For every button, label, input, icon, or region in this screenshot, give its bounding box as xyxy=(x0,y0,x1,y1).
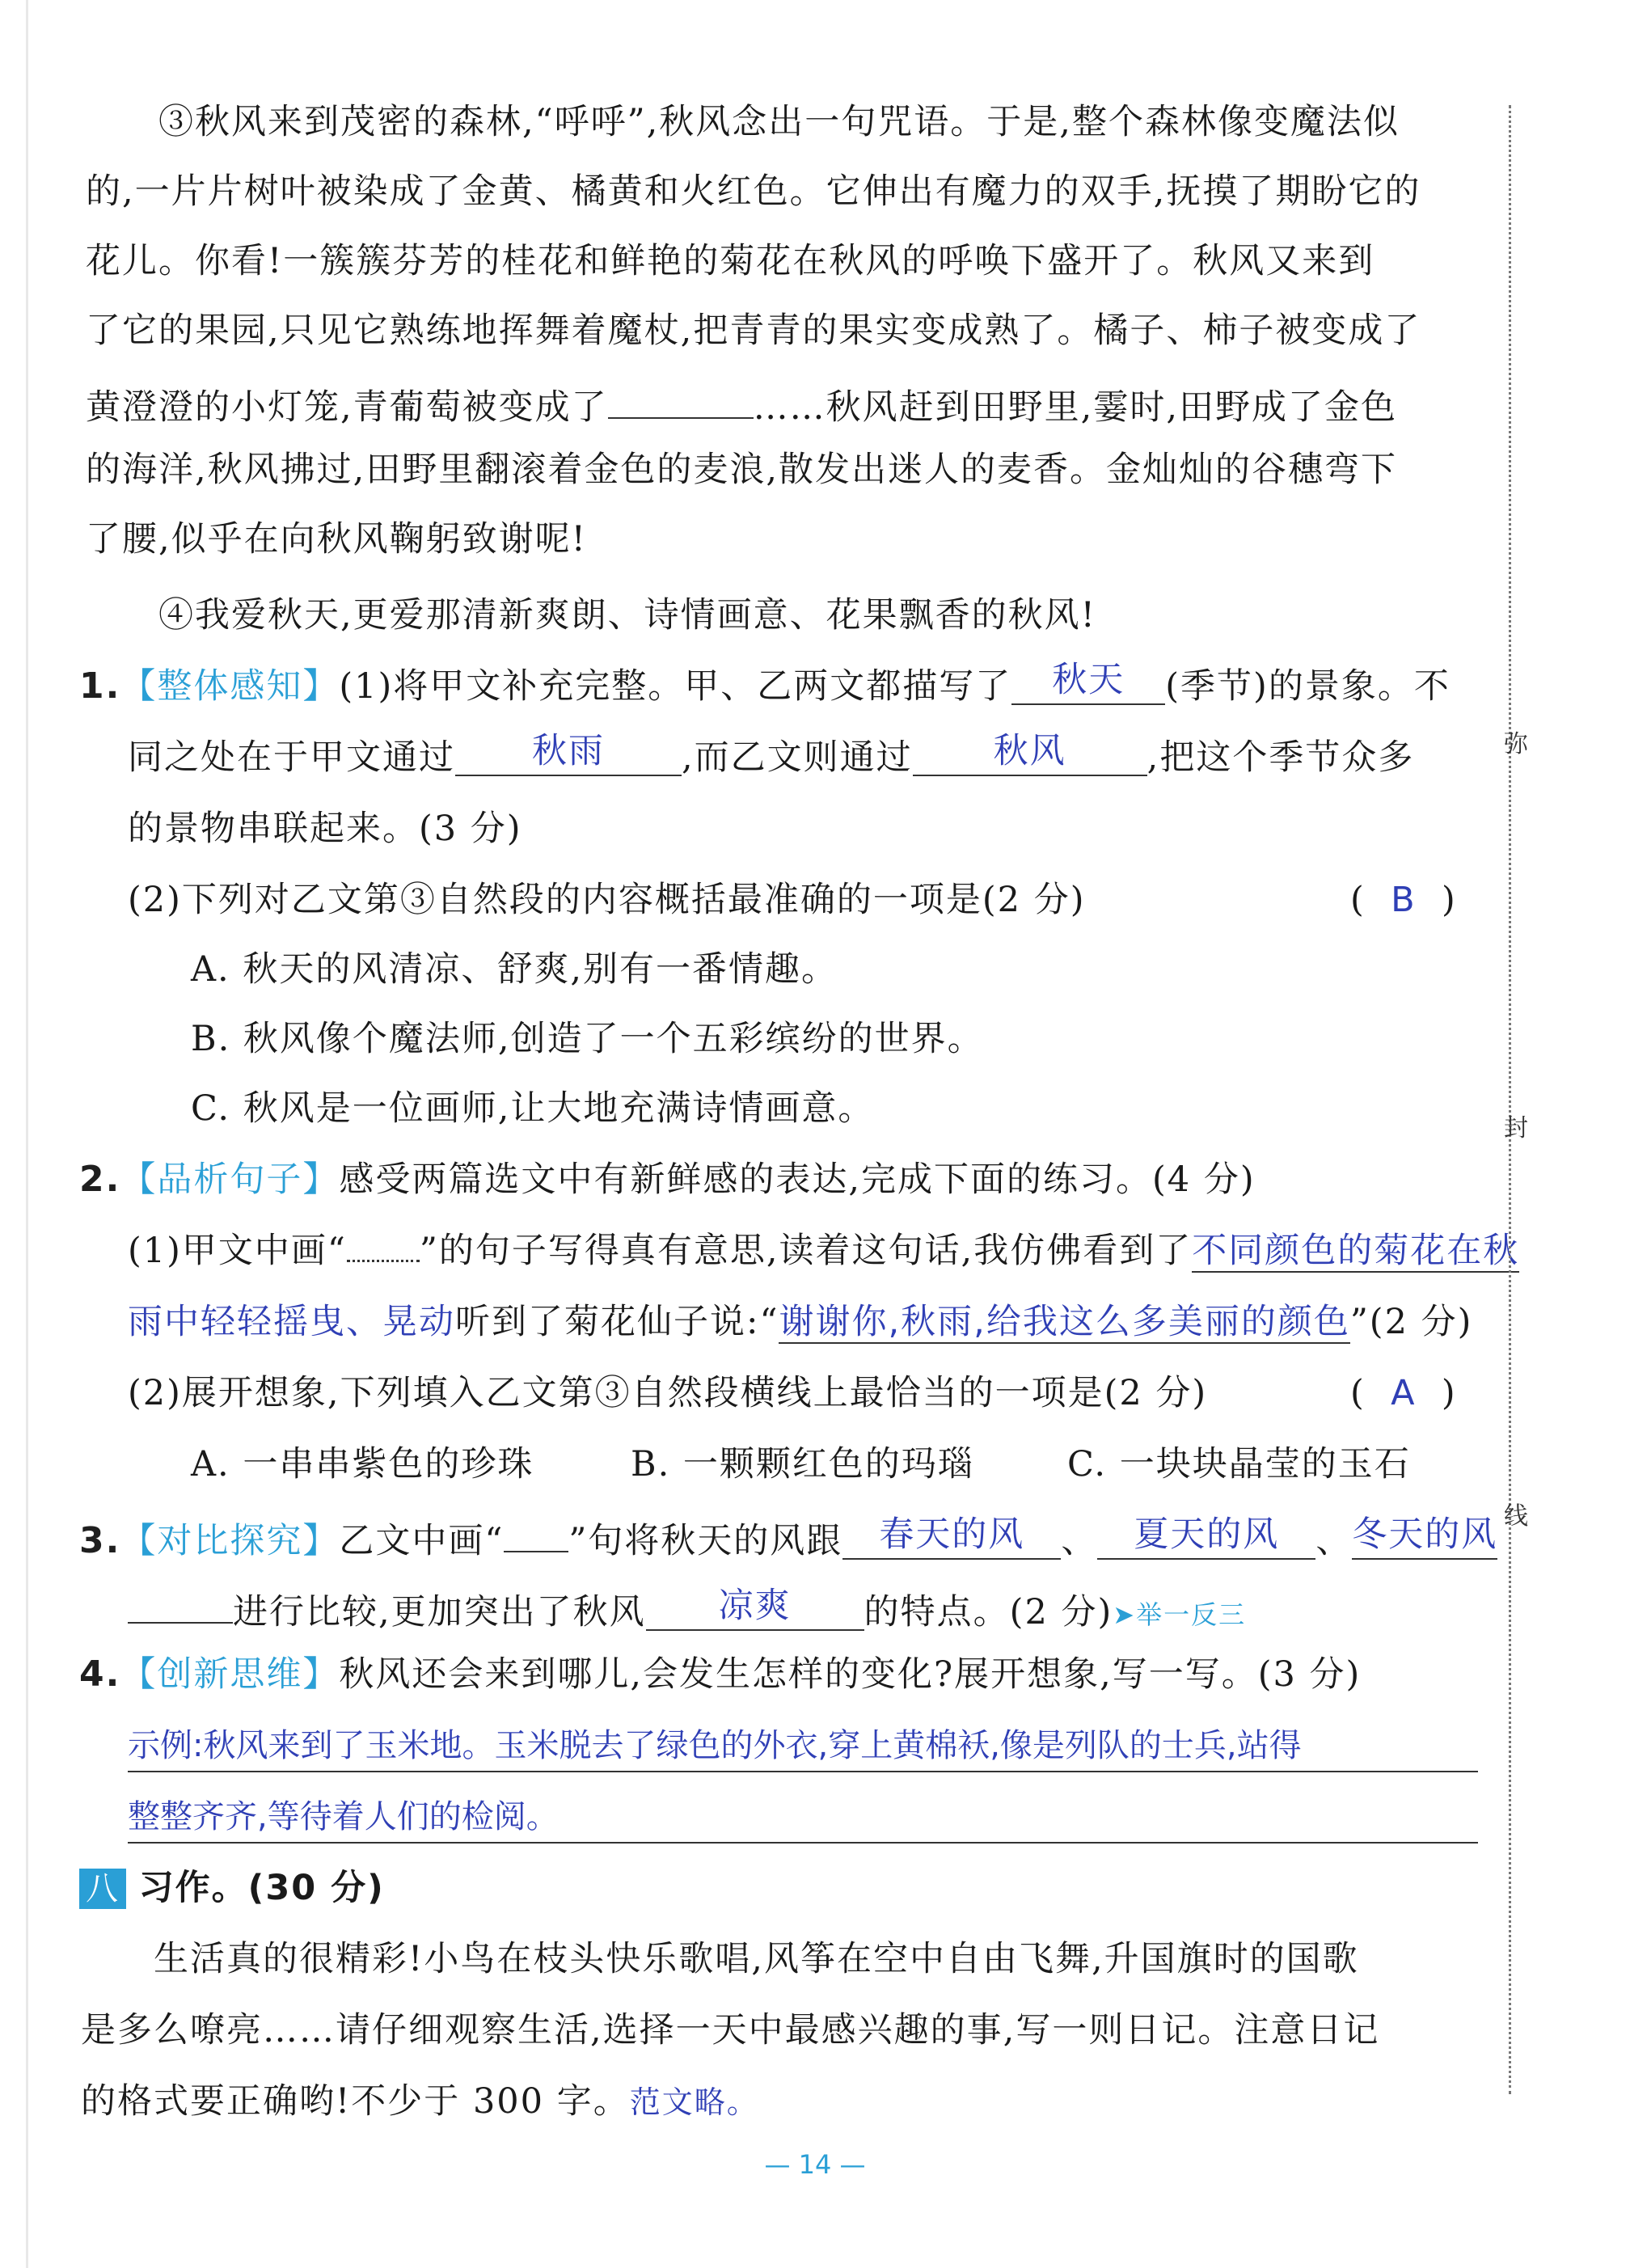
question-number: 2. xyxy=(79,1159,121,1200)
seal-char: 封 xyxy=(1504,1114,1528,1142)
fill-blank xyxy=(608,375,754,419)
page-number: — 14 — xyxy=(764,2149,866,2180)
answer-text: 范文略。 xyxy=(629,2084,759,2120)
answer-line: 整整齐齐,等待着人们的检阅。 xyxy=(128,1798,559,1835)
passage-line: 的,一片片树叶被染成了金黄、橘黄和火红色。它伸出有魔力的双手,抚摸了期盼它的 xyxy=(86,171,1421,212)
related-practice-link[interactable]: ➤举一反三 xyxy=(1113,1599,1247,1630)
question-tag: 【创新思维】 xyxy=(120,1654,340,1695)
question-text: 同之处在于甲文通过 xyxy=(128,737,455,778)
section-title: 习作。(30 分) xyxy=(138,1868,385,1908)
question-text: 感受两篇选文中有新鲜感的表达,完成下面的练习。(4 分) xyxy=(339,1159,1256,1200)
answer-text: 春天的风 xyxy=(879,1514,1025,1555)
answer-text: 不同颜色的菊花在秋 xyxy=(1192,1231,1520,1271)
option-b: B. 秋风像个魔法师,创造了一个五彩缤纷的世界。 xyxy=(191,1019,984,1059)
answer-text: 冬天的风 xyxy=(1352,1514,1498,1555)
page-edge xyxy=(26,0,28,2268)
answer-text: 谢谢你,秋雨,给我这么多美丽的颜色 xyxy=(779,1302,1350,1342)
writing-line xyxy=(128,1771,1478,1772)
question-tag: 【整体感知】 xyxy=(120,666,340,707)
choice-bracket: ( A ) xyxy=(1350,1373,1457,1413)
question-tag: 【品析句子】 xyxy=(120,1159,340,1200)
answer-line: 示例:秋风来到了玉米地。玉米脱去了绿色的外衣,穿上黄棉袄,像是列队的士兵,站得 xyxy=(128,1727,1302,1764)
option-b: B. 一颗颗红色的玛瑙 xyxy=(631,1444,974,1485)
question-3: 3.【对比探究】乙文中画“ ”句将秋天的风跟 春天的风 、 夏天的风 、冬天的风 xyxy=(79,1509,1497,1566)
writing-line xyxy=(128,1842,1478,1844)
question-number: 1. xyxy=(79,665,121,707)
wavy-underline-mark xyxy=(347,1227,420,1262)
answer-text: 秋风 xyxy=(993,731,1066,771)
prompt-text: 的格式要正确哟!不少于 300 字。 xyxy=(81,2081,630,2122)
passage-line: 了它的果园,只见它熟练地挥舞着魔杖,把青青的果实变成熟了。橘子、柿子被变成了 xyxy=(86,310,1421,351)
answer-blank xyxy=(455,733,682,776)
passage-text: 黄澄澄的小灯笼,青葡萄被变成了 xyxy=(86,387,608,428)
question-text: (1)甲文中画“ xyxy=(128,1231,347,1271)
passage-text: ……秋风赶到田野里,霎时,田野成了金色 xyxy=(753,387,1398,428)
passage-line: ④我爱秋天,更爱那清新爽朗、诗情画意、花果飘香的秋风! xyxy=(158,595,1096,636)
section-heading xyxy=(79,1863,385,1913)
option-a: A. 秋天的风清凉、舒爽,别有一番情趣。 xyxy=(191,949,838,990)
option-a: A. 一串串紫色的珍珠 xyxy=(191,1444,534,1485)
question-text: ,而乙文则通过 xyxy=(682,737,913,778)
answer-text: B xyxy=(1391,880,1417,920)
seal-char: 线 xyxy=(1504,1502,1528,1531)
question-number: 3. xyxy=(79,1520,121,1561)
choice-bracket: ( B ) xyxy=(1350,880,1457,920)
question-tag: 【对比探究】 xyxy=(120,1521,340,1561)
question-4 xyxy=(79,1649,1361,1700)
seal-char: 弥 xyxy=(1504,730,1528,758)
prompt-line xyxy=(81,2076,759,2127)
answer-blank xyxy=(1011,661,1165,705)
answer-text: A xyxy=(1391,1373,1417,1413)
question-1-sub2: (2)下列对乙文第③自然段的内容概括最准确的一项是(2 分) xyxy=(128,880,1086,920)
answer-text: 凉爽 xyxy=(718,1586,792,1626)
option-c: C. 秋风是一位画师,让大地充满诗情画意。 xyxy=(191,1088,875,1129)
option-c: C. 一块块晶莹的玉石 xyxy=(1067,1444,1411,1485)
question-text: (1)将甲文补充完整。甲、乙两文都描写了 xyxy=(339,666,1012,707)
question-text: ”句将秋天的风跟 xyxy=(568,1521,843,1561)
prompt-line: 是多么嘹亮……请仔细观察生活,选择一天中最感兴趣的事,写一则日记。注意日记 xyxy=(81,2010,1380,2050)
seal-dashed-line xyxy=(1509,105,1511,2094)
answer-blank xyxy=(913,733,1147,776)
question-2 xyxy=(79,1155,1256,1205)
question-1 xyxy=(79,661,1451,712)
question-text: 听到了菊花仙子说:“ xyxy=(455,1302,779,1342)
answer-blank xyxy=(646,1587,864,1631)
question-text: ”的句子写得真有意思,读着这句话,我仿佛看到了 xyxy=(419,1231,1193,1271)
question-3-cont xyxy=(128,1580,1246,1640)
passage-line xyxy=(86,375,1397,433)
question-text: (季节)的景象。不 xyxy=(1165,666,1451,707)
question-text: 秋风还会来到哪儿,会发生怎样的变化?展开想象,写一写。(3 分) xyxy=(339,1654,1362,1695)
question-text: 的特点。(2 分) xyxy=(864,1592,1113,1632)
question-1-cont xyxy=(128,733,1414,783)
section-number-box: 八 xyxy=(79,1869,126,1909)
answer-blank xyxy=(1352,1516,1497,1560)
passage-line: 的海洋,秋风拂过,田野里翻滚着金色的麦浪,散发出迷人的麦香。金灿灿的谷穗弯下 xyxy=(86,450,1398,490)
question-text: 乙文中画“ xyxy=(339,1521,505,1561)
question-2-sub1 xyxy=(128,1226,1519,1276)
passage-line: 了腰,似乎在向秋风鞠躬致谢呢! xyxy=(86,519,587,560)
question-number: 4. xyxy=(79,1653,121,1695)
passage-line: 花儿。你看!一簇簇芬芳的桂花和鲜艳的菊花在秋风的呼唤下盛开了。秋风又来到 xyxy=(86,241,1375,281)
blank-mark xyxy=(128,1580,233,1624)
answer-blank xyxy=(1097,1516,1315,1560)
answer-text: 雨中轻轻摇曳、晃动 xyxy=(128,1302,455,1342)
passage-line: ③秋风来到茂密的森林,“呼呼”,秋风念出一句咒语。于是,整个森林像变魔法似 xyxy=(158,102,1400,142)
question-2-sub2: (2)展开想象,下列填入乙文第③自然段横线上最恰当的一项是(2 分) xyxy=(128,1373,1208,1413)
blank-mark xyxy=(504,1509,568,1552)
answer-text: 夏天的风 xyxy=(1134,1514,1280,1555)
question-text: 进行比较,更加突出了秋风 xyxy=(233,1592,646,1632)
prompt-line: 生活真的很精彩!小鸟在枝头快乐歌唱,风筝在空中自由飞舞,升国旗时的国歌 xyxy=(154,1939,1359,1979)
answer-text: 秋雨 xyxy=(532,731,605,771)
question-2-sub1-cont xyxy=(128,1297,1472,1347)
answer-blank xyxy=(842,1516,1061,1560)
question-text: ,把这个季节众多 xyxy=(1146,737,1415,778)
answer-text: 秋天 xyxy=(1052,660,1125,700)
question-text: 的景物串联起来。(3 分) xyxy=(128,809,522,849)
question-text: ”(2 分) xyxy=(1349,1302,1473,1342)
